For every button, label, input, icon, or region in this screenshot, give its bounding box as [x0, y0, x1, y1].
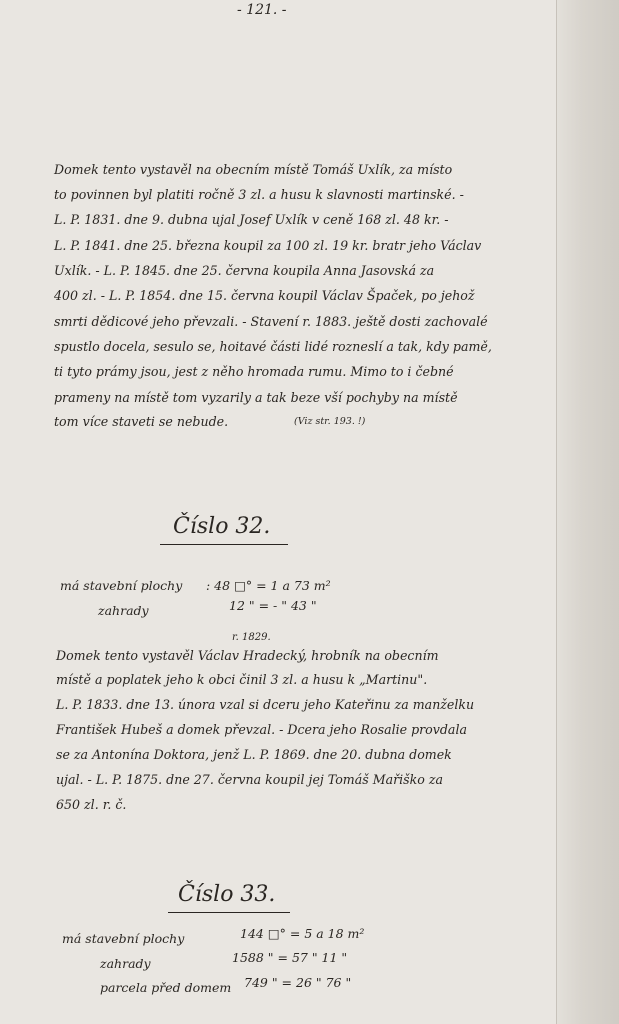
area-value: 1588 " = 57 " 11 " — [232, 950, 348, 965]
section-33-heading: Číslo 33. — [178, 882, 276, 907]
area-value: 144 □° = 5 a 18 m² — [240, 926, 365, 941]
para1-line: Domek tento vystavěl na obecním místě Tomáš Uxlík, za místo — [54, 162, 453, 177]
area-label: zahrady — [98, 603, 149, 618]
para1-line: 400 zl. - L. P. 1854. dne 15. června koupil Václav Špaček, po jehož — [54, 288, 475, 303]
cross-reference-note: (Viz str. 193. !) — [294, 416, 366, 427]
sec32-line: L. P. 1833. dne 13. února vzal si dceru jeho Kateřinu za manželku — [56, 697, 475, 712]
area-label: má stavební plochy — [60, 578, 183, 593]
area-label: má stavební plochy — [62, 931, 185, 946]
area-value: 12 " = - " 43 " — [229, 598, 317, 613]
area-label: parcela před domem — [100, 980, 232, 995]
area-label: zahrady — [100, 956, 151, 971]
next-page-edge — [556, 0, 619, 1024]
section-32-heading: Číslo 32. — [173, 514, 271, 539]
para1-line: tom více staveti se nebude. — [54, 414, 229, 429]
para1-line: Uxlík. - L. P. 1845. dne 25. června koupila Anna Jasovská za — [54, 263, 435, 278]
para1-line: prameny na místě tom vyzarily a tak beze vší pochyby na místě — [54, 390, 458, 405]
para1-line: smrti dědicové jeho převzali. - Stavení r. 1883. ještě dosti zachovalé — [54, 314, 488, 329]
sec32-line: se za Antonína Doktora, jenž L. P. 1869. dne 20. dubna domek — [56, 747, 452, 762]
para1-line: L. P. 1841. dne 25. března koupil za 100 zl. 19 kr. bratr jeho Václav — [54, 238, 482, 253]
para1-line: spustlo docela, sesulo se, hoitavé části lidé rozneslí a tak, kdy pamě, — [54, 339, 492, 354]
area-value: : 48 □° = 1 a 73 m² — [206, 578, 331, 593]
section-32-heading-underline — [160, 544, 288, 545]
para1-line: ti tyto prámy jsou, jest z něho hromada rumu. Mimo to i čebné — [54, 364, 454, 379]
sec32-line: ujal. - L. P. 1875. dne 27. června koupil jej Tomáš Mařiško za — [56, 772, 443, 787]
area-value: 749 " = 26 " 76 " — [244, 975, 352, 990]
section-32-paragraph — [56, 648, 566, 828]
paragraph-1 — [54, 162, 564, 442]
sec32-line: místě a poplatek jeho k obci činil 3 zl. a husu k „Martinu". — [56, 672, 428, 687]
year-insertion: r. 1829. — [232, 632, 271, 643]
para1-line: to povinnen byl platiti ročně 3 zl. a husu k slavnosti martinské. - — [54, 187, 464, 202]
para1-line: L. P. 1831. dne 9. dubna ujal Josef Uxlík v ceně 168 zl. 48 kr. - — [54, 212, 449, 227]
sec32-line: František Hubeš a domek převzal. - Dcera jeho Rosalie provdala — [56, 722, 467, 737]
sec32-line: 650 zl. r. č. — [56, 797, 127, 812]
section-33-heading-underline — [168, 912, 290, 913]
sec32-line: Domek tento vystavěl Václav Hradecký, hrobník na obecním — [56, 648, 439, 663]
page-number: - 121. - — [237, 2, 287, 18]
